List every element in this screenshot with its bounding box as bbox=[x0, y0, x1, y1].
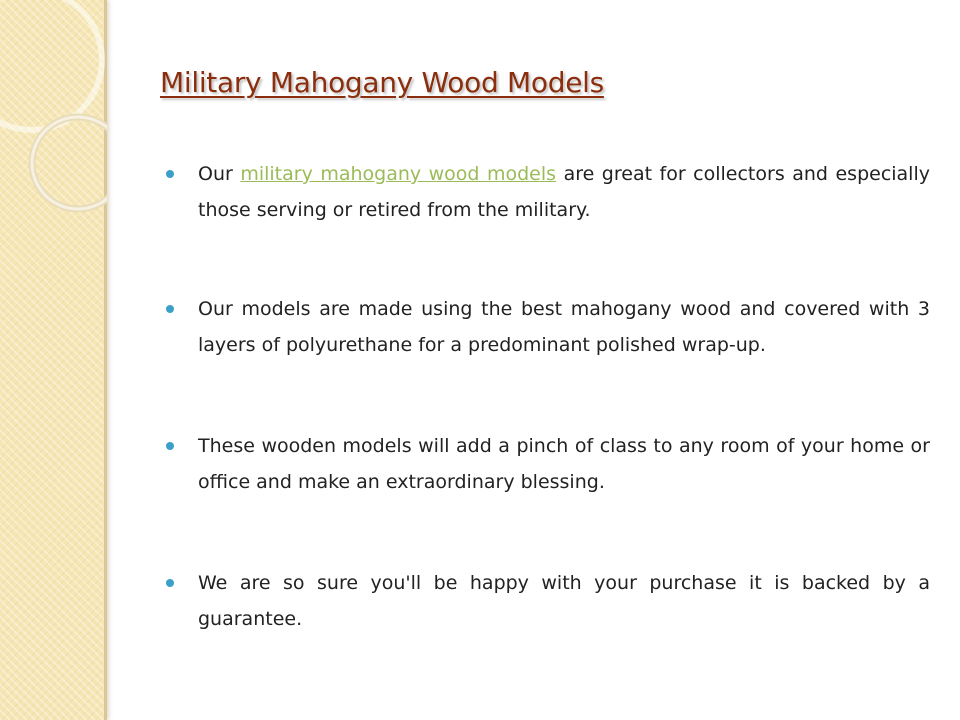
bullet-dot-icon bbox=[166, 442, 174, 450]
bullet-text: We are so sure you'll be happy with your purchase it is backed by a guarantee. bbox=[198, 572, 930, 630]
decorative-circles bbox=[0, 0, 107, 720]
bullet-text: These wooden models will add a pinch of class to any room of your home or office and make an extraordinary blessing. bbox=[198, 435, 930, 493]
slide-title: Military Mahogany Wood Models bbox=[160, 66, 604, 99]
bullet-item bbox=[160, 428, 930, 500]
decorative-sidebar bbox=[0, 0, 107, 720]
bullet-text: Our models are made using the best mahogany wood and covered with 3 layers of polyurethane for a predominant polished wrap-up. bbox=[198, 298, 930, 356]
bullet-item bbox=[160, 156, 930, 228]
bullet-item bbox=[160, 291, 930, 363]
bullet-list bbox=[160, 156, 930, 700]
bullet-dot-icon bbox=[166, 305, 174, 313]
bullet-item bbox=[160, 565, 930, 637]
bullet-dot-icon bbox=[166, 170, 174, 178]
bullet-text: are great for collectors and especially those serving or retired from the military. bbox=[198, 163, 930, 221]
military-models-link[interactable]: military mahogany wood models bbox=[240, 163, 557, 185]
bullet-dot-icon bbox=[166, 579, 174, 587]
bullet-text: Our bbox=[198, 163, 241, 185]
